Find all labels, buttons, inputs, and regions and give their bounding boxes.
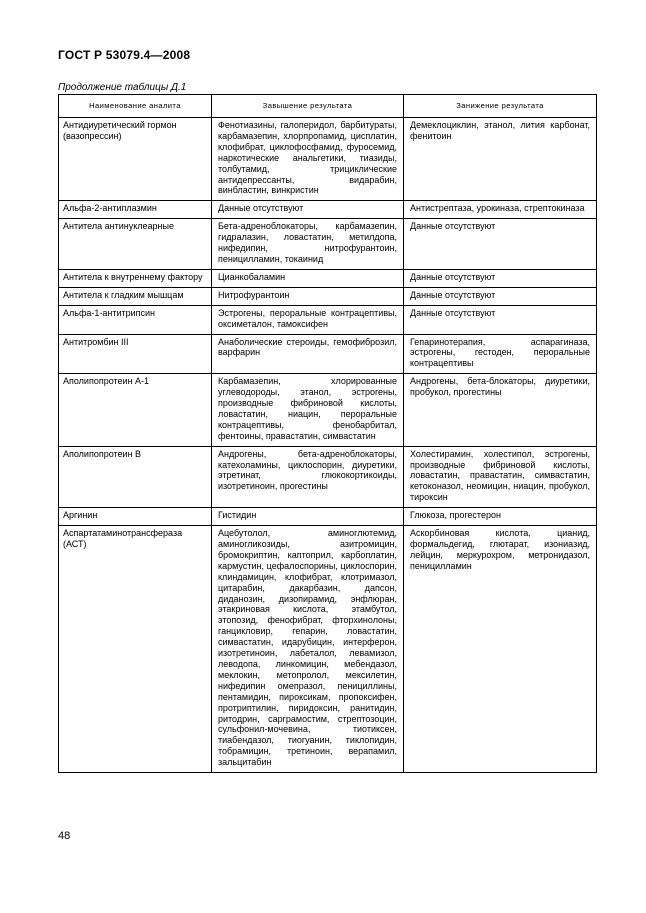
- column-header-analyte: Наименование аналита: [59, 95, 212, 118]
- increase-cell: Цианкобаламин: [212, 269, 404, 287]
- decrease-cell: Антистрептаза, урокиназа, стрептокиназа: [404, 201, 597, 219]
- page-number: 48: [58, 830, 71, 842]
- table-row: [59, 118, 597, 201]
- table-row: [59, 334, 597, 374]
- document-header: ГОСТ Р 53079.4—2008: [58, 48, 191, 62]
- table-row: [59, 508, 597, 526]
- analyte-cell: Антитела к внутреннему фактору: [59, 269, 212, 287]
- increase-cell: Эстрогены, пероральные контрацептивы, оксиметалон, тамоксифен: [212, 305, 404, 334]
- table-row: [59, 269, 597, 287]
- decrease-cell: Данные отсутствуют: [404, 305, 597, 334]
- increase-cell: Бета-адреноблокаторы, карбамазепин, гидралазин, ловастатин, метилдопа, нифедипин, нитрофурантоин, пеницилламин, токаинид: [212, 219, 404, 270]
- decrease-cell: Демеклоциклин, этанол, лития карбонат, фенитоин: [404, 118, 597, 201]
- table-row: [59, 374, 597, 446]
- increase-cell: Анаболические стероиды, гемофиброзил, варфарин: [212, 334, 404, 374]
- increase-cell: Ацебутолол, аминоглютемид, аминогликозиды, азитромицин, бромокриптин, каптоприл, карбоплатин, кармустин, цефалоспорины, циклоспорин, клиндамицин, клофибрат, клотримазол, цитарабин, дакарбазин, дапсон, диданозин, дизопирамид, энфлюран, этакриновая кислота, этамбутол, этопозид, фенофибрат, фторхинолоны, ганцикловир, гепарин, ловастатин, симвастатин, идарубицин, интерферон, изотретиноин, лабеталол, левамизол, леводопа, линкомицин, мебендазол, меклокин, метопролол, мексилетин, нифедипин омепразол, пенициллины, пентамидин, пироксикам, пропоксифен, протриптилин, пиридоксин, ранитидин, ритодрин, сарграмостим, стрептозоцин, сульфонил-мочевина, тиотиксен, тиабендазол, тиогуанин, тиклопидин, тобрамицин, третиноин, верапамил, зальцитабин: [212, 526, 404, 773]
- analyte-cell: Антитела к гладким мышцам: [59, 287, 212, 305]
- analyte-cell: Аполипопротеин А-1: [59, 374, 212, 446]
- table-row: [59, 446, 597, 508]
- analyte-cell: Альфа-2-антиплазмин: [59, 201, 212, 219]
- increase-cell: Фенотиазины, галоперидол, барбитураты, карбамазепин, хлорпропамид, цисплатин, клофибрат, циклофосфамид, фуросемид, наркотические анальгетики, тиазиды, толбутамид, трициклические антидепрессанты, видарабин, винбластин, винкристин: [212, 118, 404, 201]
- analyte-cell: Антитела антинуклеарные: [59, 219, 212, 270]
- column-header-increase: Завышение результата: [212, 95, 404, 118]
- decrease-cell: Аскорбиновая кислота, цианид, формальдегид, глютарат, изониазид, лейцин, меркурохром, метронидазол, пеницилламин: [404, 526, 597, 773]
- decrease-cell: Глюкоза, прогестерон: [404, 508, 597, 526]
- decrease-cell: Андрогены, бета-блокаторы, диуретики, пробукол, прогестины: [404, 374, 597, 446]
- decrease-cell: Холестирамин, холестипол, эстрогены, производные фибриновой кислоты, ловастатин, правастатин, симвастатин, кетоконазол, неомицин, ниацин, пробукол, тироксин: [404, 446, 597, 508]
- table-row: [59, 219, 597, 270]
- table-header-row: [59, 95, 597, 118]
- increase-cell: Карбамазепин, хлорированные углеводороды, этанол, эстрогены, производные фибриновой кислоты, ловастатин, ниацин, пероральные контрацептивы, фенобарбитал, фентоины, правастатин, симвастатин: [212, 374, 404, 446]
- analyte-cell: Альфа-1-антитрипсин: [59, 305, 212, 334]
- increase-cell: Нитрофурантоин: [212, 287, 404, 305]
- analyte-cell: Аргинин: [59, 508, 212, 526]
- table-caption: Продолжение таблицы Д.1: [58, 82, 187, 93]
- table-row: [59, 526, 597, 773]
- analyte-cell: Антитромбин III: [59, 334, 212, 374]
- table-row: [59, 287, 597, 305]
- drug-interference-table: [58, 94, 597, 773]
- decrease-cell: Данные отсутствуют: [404, 269, 597, 287]
- analyte-cell: Аполипопротеин В: [59, 446, 212, 508]
- analyte-cell: Антидиуретический гормон (вазопрессин): [59, 118, 212, 201]
- increase-cell: Данные отсутствуют: [212, 201, 404, 219]
- decrease-cell: Данные отсутствуют: [404, 287, 597, 305]
- increase-cell: Андрогены, бета-адреноблокаторы, катехоламины, циклоспорин, диуретики, этретинат, глюкокортикоиды, изотретиноин, прогестины: [212, 446, 404, 508]
- decrease-cell: Данные отсутствуют: [404, 219, 597, 270]
- table-row: [59, 201, 597, 219]
- decrease-cell: Гепаринотерапия, аспарагиназа, эстрогены, гестоден, пероральные контрацептивы: [404, 334, 597, 374]
- analyte-cell: Аспартатаминотрансфераза (АСТ): [59, 526, 212, 773]
- increase-cell: Гистидин: [212, 508, 404, 526]
- column-header-decrease: Занижение результата: [404, 95, 597, 118]
- table-row: [59, 305, 597, 334]
